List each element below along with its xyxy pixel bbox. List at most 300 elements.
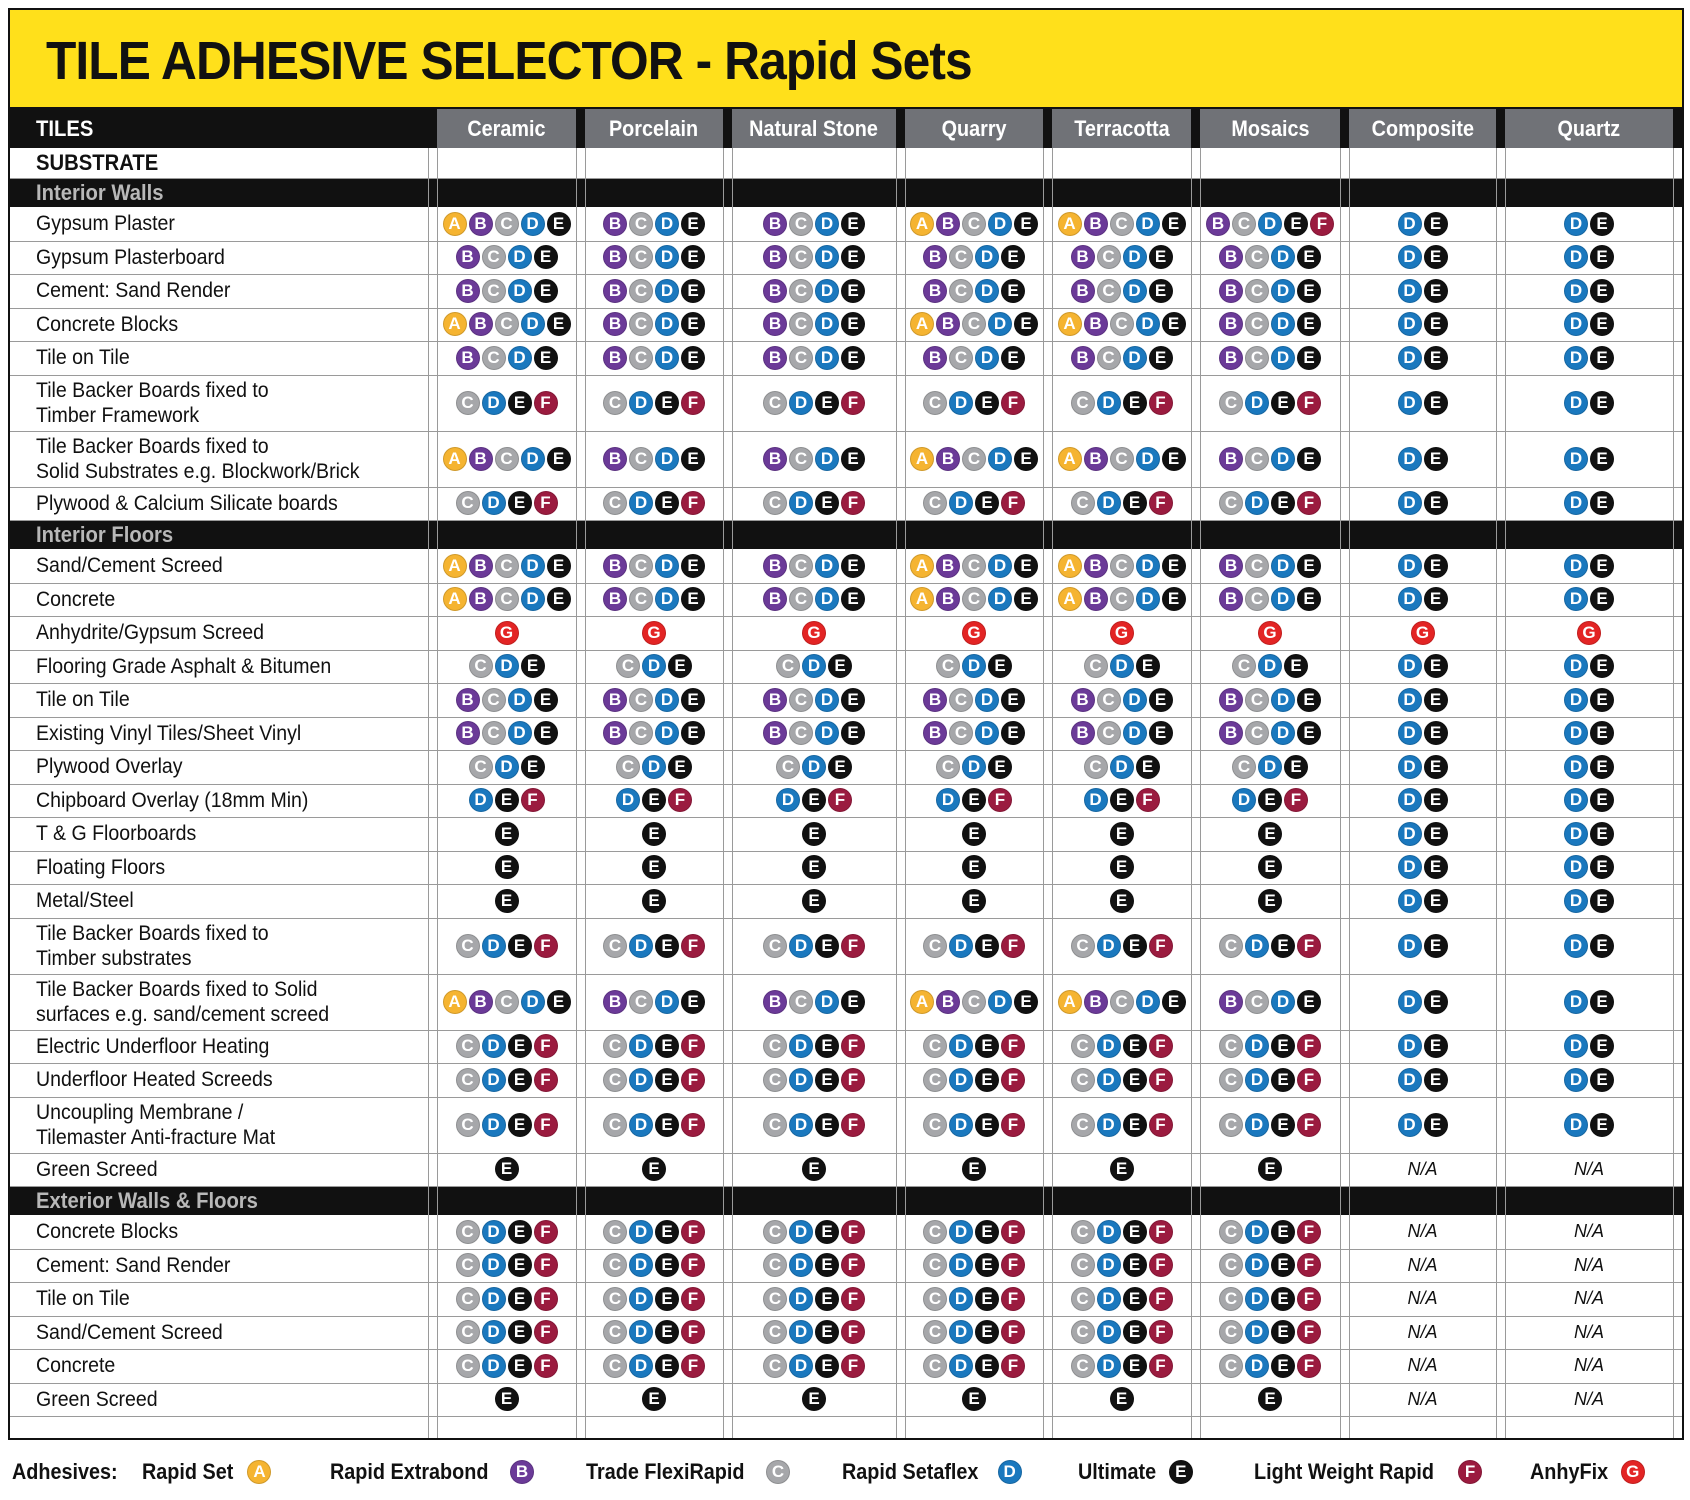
adhesive-badge-c: C [766,1460,790,1484]
adhesive-badge-f: F [1149,1253,1173,1277]
adhesive-badge-e: E [655,1113,679,1137]
adhesive-badge-e: E [521,755,545,779]
adhesive-badge-group [1505,1030,1673,1064]
adhesive-badge-group [1052,583,1191,617]
adhesive-badge-a: A [910,990,934,1014]
adhesive-badge-d: D [1564,855,1588,879]
adhesive-badge-group [1505,341,1673,375]
adhesive-badge-f: F [1297,1220,1321,1244]
adhesive-badge-c: C [763,1253,787,1277]
adhesive-badge-b: B [456,688,480,712]
adhesive-badge-f: F [681,1354,705,1378]
adhesive-badge-group [1200,784,1340,818]
adhesive-badge-g: G [962,621,986,645]
adhesive-badge-d: D [1398,346,1422,370]
adhesive-badge-e: E [547,990,571,1014]
adhesive-badge-group [1200,1282,1340,1316]
adhesive-badge-c: C [789,554,813,578]
substrate-row-label-text: Tile Backer Boards fixed to Timber Framework [36,378,269,427]
adhesive-badge-b: B [603,990,627,1014]
adhesive-badge-e: E [655,1068,679,1092]
adhesive-badge-group [732,750,896,784]
adhesive-badge-e: E [1284,755,1308,779]
adhesive-badge-e: E [1424,1034,1448,1058]
substrate-row-label [36,1153,167,1187]
adhesive-badge-group [437,1383,576,1417]
substrate-row-label-text: Concrete [36,587,116,611]
adhesive-badge-e: E [1590,688,1614,712]
adhesive-badge-d: D [629,1253,653,1277]
adhesive-badge-f: F [1001,1287,1025,1311]
adhesive-badge-group [1349,817,1496,851]
adhesive-badge-e: E [1297,447,1321,471]
adhesive-badge-f: F [1149,1068,1173,1092]
adhesive-badge-f: F [681,1320,705,1344]
adhesive-badge-c: C [456,1253,480,1277]
adhesive-badge-d: D [1564,1034,1588,1058]
adhesive-badge-group [1200,817,1340,851]
adhesive-badge-c: C [789,447,813,471]
column-header-text: Mosaics [1230,115,1310,141]
adhesive-badge-e: E [681,721,705,745]
adhesive-badge-group [585,274,723,308]
legend-item-name: AnhyFix [1530,1459,1609,1484]
adhesive-badge-group [1505,207,1673,241]
adhesive-badge-e: E [1271,1068,1295,1092]
adhesive-badge-b: B [763,312,787,336]
adhesive-badge-group [585,207,723,241]
adhesive-badge-c: C [469,755,493,779]
adhesive-badge-e: E [962,889,986,913]
adhesive-badge-e: E [508,1113,532,1137]
adhesive-badge-c: C [456,1068,480,1092]
substrate-row-label [36,851,175,885]
adhesive-badge-b: B [603,245,627,269]
adhesive-badge-group [437,1153,576,1187]
adhesive-badge-group [1052,1063,1191,1097]
adhesive-badge-e: E [1149,721,1173,745]
adhesive-badge-e: E [1424,934,1448,958]
adhesive-badge-e: E [547,447,571,471]
substrate-row-label [36,1383,167,1417]
row-divider [10,817,1682,818]
adhesive-badge-d: D [789,1320,813,1344]
adhesive-badge-e: E [1284,212,1308,236]
column-header-text: Natural Stone [749,115,879,141]
adhesive-badge-b: B [763,587,787,611]
substrate-row-label-text: T & G Floorboards [36,822,197,846]
row-divider [10,784,1682,785]
section-bar [10,178,1682,207]
adhesive-badge-c: C [763,1220,787,1244]
adhesive-badge-group [1200,1316,1340,1350]
not-applicable-text: N/A [1573,1158,1604,1179]
adhesive-badge-e: E [1271,1113,1295,1137]
adhesive-badge-d: D [1564,554,1588,578]
adhesive-badge-group [1349,241,1496,275]
adhesive-badge-group [437,817,576,851]
adhesive-badge-e: E [841,212,865,236]
adhesive-badge-c: C [962,212,986,236]
adhesive-badge-d: D [1271,990,1295,1014]
adhesive-badge-e: E [655,491,679,515]
adhesive-badge-group [437,784,576,818]
adhesive-badge-d: D [655,212,679,236]
adhesive-badge-c: C [603,1034,627,1058]
substrate-row-label [36,375,286,431]
substrate-row-label-text: Green Screed [36,1387,158,1411]
adhesive-badge-d: D [469,788,493,812]
adhesive-badge-group [732,616,896,650]
adhesive-badge-d: D [629,1354,653,1378]
adhesive-badge-c: C [456,1287,480,1311]
substrate-row-label [36,431,384,487]
adhesive-badge-c: C [482,688,506,712]
adhesive-badge-e: E [1284,654,1308,678]
adhesive-badge-f: F [841,1220,865,1244]
adhesive-badge-d: D [1398,721,1422,745]
adhesive-badge-d: D [949,934,973,958]
adhesive-badge-d: D [789,934,813,958]
adhesive-badge-b: B [456,279,480,303]
substrate-row-label-text: Flooring Grade Asphalt & Bitumen [36,654,332,678]
adhesive-badge-e: E [655,1287,679,1311]
adhesive-badge-d: D [1564,654,1588,678]
adhesive-badge-b: B [469,554,493,578]
adhesive-badge-group [1052,1030,1191,1064]
adhesive-badge-c: C [1071,1354,1095,1378]
adhesive-badge-group [905,375,1043,431]
substrate-row-label [36,308,189,342]
adhesive-badge-group [905,308,1043,342]
adhesive-badge-e: E [1424,554,1448,578]
adhesive-badge-f: F [841,1034,865,1058]
adhesive-badge-d: D [1564,1113,1588,1137]
adhesive-badge-d: D [655,688,679,712]
adhesive-badge-d: D [1398,889,1422,913]
adhesive-badge-group [1200,274,1340,308]
adhesive-badge-e: E [495,889,519,913]
adhesive-badge-d: D [1564,245,1588,269]
selector-table-frame [8,8,1684,1440]
substrate-row-label [36,487,360,521]
adhesive-badge-b: B [1071,688,1095,712]
column-divider [585,148,586,1440]
adhesive-badge-d: D [655,279,679,303]
adhesive-badge-d: D [789,491,813,515]
adhesive-badge-b: B [936,587,960,611]
row-divider [10,178,1682,179]
adhesive-badge-b: B [1071,245,1095,269]
adhesive-badge-group [905,1249,1043,1283]
adhesive-badge-e: E [962,855,986,879]
adhesive-badge-d: D [1097,1113,1121,1137]
adhesive-badge-e: E [508,1253,532,1277]
section-title [36,178,175,207]
row-divider [10,1316,1682,1317]
adhesive-badge-d: D [1564,721,1588,745]
adhesive-badge-c: C [789,990,813,1014]
adhesive-badge-d: D [1097,1034,1121,1058]
adhesive-badge-c: C [1219,1320,1243,1344]
adhesive-badge-e: E [1271,1034,1295,1058]
adhesive-badge-f: F [988,788,1012,812]
adhesive-badge-d: D [1245,1034,1269,1058]
column-header-text: Quartz [1557,115,1621,141]
adhesive-badge-f: F [681,1220,705,1244]
adhesive-badge-d: D [1398,654,1422,678]
adhesive-badge-group [1200,1215,1340,1249]
adhesive-badge-group [437,583,576,617]
adhesive-badge-c: C [1097,346,1121,370]
adhesive-badge-b: B [603,212,627,236]
adhesive-badge-e: E [841,721,865,745]
substrate-row-label-text: Sand/Cement Screed [36,1320,223,1344]
adhesive-badge-e: E [1424,491,1448,515]
adhesive-badge-e: E [1590,855,1614,879]
adhesive-badge-b: B [763,346,787,370]
adhesive-badge-group [437,1097,576,1153]
adhesive-badge-c: C [603,1113,627,1137]
adhesive-badge-group [1052,616,1191,650]
adhesive-badge-c: C [1110,447,1134,471]
adhesive-badge-d: D [655,447,679,471]
adhesive-badge-e: E [508,1354,532,1378]
column-header-text: Porcelain [609,115,699,141]
adhesive-badge-c: C [1232,654,1256,678]
adhesive-badge-group [585,1215,723,1249]
adhesive-badge-group [1505,817,1673,851]
adhesive-badge-b: B [763,721,787,745]
adhesive-badge-group [905,884,1043,918]
adhesive-badge-e: E [962,788,986,812]
adhesive-badge-f: F [1001,934,1025,958]
adhesive-badge-f: F [1149,934,1173,958]
substrate-row-label-text: Tile Backer Boards fixed to Solid surfaces e.g. sand/cement screed [36,977,330,1026]
substrate-row-label-text: Cement: Sand Render [36,279,231,303]
adhesive-badge-g: G [1258,621,1282,645]
adhesive-badge-d: D [1398,391,1422,415]
column-divider [905,148,906,1440]
adhesive-badge-group [1349,750,1496,784]
column-header-text: Ceramic [467,115,546,141]
not-applicable-text: N/A [1407,1254,1438,1275]
adhesive-badge-d: D [629,1287,653,1311]
adhesive-badge-d: D [1564,587,1588,611]
substrate-row-label [36,1030,287,1064]
adhesive-badge-e: E [962,822,986,846]
adhesive-badge-c: C [1219,1287,1243,1311]
adhesive-badge-e: E [521,654,545,678]
adhesive-badge-c: C [1110,554,1134,578]
adhesive-badge-b: B [1071,721,1095,745]
adhesive-badge-c: C [923,1034,947,1058]
adhesive-badge-e: E [815,1034,839,1058]
adhesive-badge-c: C [1232,212,1256,236]
adhesive-badge-d: D [521,990,545,1014]
substrate-row-label [36,1349,121,1383]
adhesive-badge-e: E [975,1253,999,1277]
adhesive-badge-group [1200,1153,1340,1187]
adhesive-badge-b: B [603,587,627,611]
adhesive-badge-group [585,918,723,974]
adhesive-badge-c: C [789,279,813,303]
adhesive-badge-b: B [936,990,960,1014]
adhesive-badge-e: E [1001,721,1025,745]
adhesive-badge-e: E [1123,491,1147,515]
adhesive-badge-c: C [789,346,813,370]
substrate-row-label [36,1215,189,1249]
adhesive-badge-e: E [642,855,666,879]
adhesive-badge-d: D [1245,1354,1269,1378]
column-divider [896,148,897,1440]
adhesive-badge-group [437,1030,576,1064]
adhesive-badge-e: E [1424,212,1448,236]
adhesive-badge-g: G [1110,621,1134,645]
adhesive-badge-b: B [1219,554,1243,578]
tiles-label-text: TILES [36,115,94,141]
adhesive-badge-group [437,1349,576,1383]
not-applicable-text: N/A [1573,1321,1604,1342]
adhesive-badge-group [437,308,576,342]
adhesive-badge-f: F [1001,1220,1025,1244]
adhesive-badge-d: D [988,212,1012,236]
adhesive-badge-d: D [655,587,679,611]
adhesive-badge-c: C [763,1034,787,1058]
adhesive-badge-e: E [1590,587,1614,611]
adhesive-badge-d: D [1398,688,1422,712]
substrate-row-label-text: Tile on Tile [36,1287,130,1311]
adhesive-badge-d: D [1097,391,1121,415]
adhesive-badge-e: E [1590,788,1614,812]
column-divider [1191,148,1192,1440]
adhesive-badge-f: F [1149,1220,1173,1244]
adhesive-badge-f: F [841,1320,865,1344]
adhesive-badge-d: D [1097,1068,1121,1092]
adhesive-badge-d: D [521,447,545,471]
adhesive-badge-d: D [949,1253,973,1277]
adhesive-badge-b: B [923,721,947,745]
adhesive-badge-c: C [789,688,813,712]
adhesive-badge-group [1200,1249,1340,1283]
adhesive-badge-group [1349,375,1496,431]
adhesive-badge-e: E [1258,889,1282,913]
adhesive-badge-d: D [1123,721,1147,745]
adhesive-badge-group [1349,274,1496,308]
adhesive-badge-d: D [1097,1287,1121,1311]
adhesive-badge-c: C [923,1354,947,1378]
adhesive-badge-a: A [910,312,934,336]
adhesive-badge-f: F [1284,788,1308,812]
adhesive-badge-group [905,1383,1043,1417]
adhesive-badge-f: F [668,788,692,812]
adhesive-badge-c: C [1245,312,1269,336]
adhesive-badge-f: F [1136,788,1160,812]
adhesive-badge-e: E [1590,447,1614,471]
adhesive-badge-e: E [1162,554,1186,578]
adhesive-badge-c: C [923,1220,947,1244]
adhesive-badge-c: C [962,312,986,336]
substrate-row-label [36,884,141,918]
adhesive-badge-f: F [1297,491,1321,515]
row-divider [10,341,1682,342]
adhesive-badge-group [585,1030,723,1064]
substrate-label [36,148,169,178]
adhesive-badge-c: C [1219,1113,1243,1137]
legend-item-b [330,1452,535,1492]
adhesive-badge-f: F [1310,212,1334,236]
adhesive-badge-group [732,683,896,717]
adhesive-badge-b: B [923,688,947,712]
adhesive-badge-group [585,431,723,487]
adhesive-badge-d: D [1097,1220,1121,1244]
adhesive-badge-f: F [534,1068,558,1092]
adhesive-badge-group [585,616,723,650]
substrate-row-label [36,683,137,717]
adhesive-badge-e: E [1014,587,1038,611]
substrate-row-label-text: Tile on Tile [36,688,130,712]
row-divider [10,1383,1682,1384]
adhesive-badge-group [732,717,896,751]
adhesive-badge-group [437,717,576,751]
adhesive-badge-group [732,375,896,431]
adhesive-badge-c: C [603,1354,627,1378]
adhesive-badge-c: C [603,1068,627,1092]
adhesive-badge-e: E [1258,1157,1282,1181]
adhesive-badge-group [1505,1063,1673,1097]
adhesive-badge-d: D [642,654,666,678]
adhesive-badge-d: D [1232,788,1256,812]
adhesive-badge-e: E [975,1287,999,1311]
page-title: TILE ADHESIVE SELECTOR - Rapid Sets [46,31,972,91]
adhesive-badge-d: D [1271,554,1295,578]
adhesive-badge-b: B [1084,587,1108,611]
adhesive-badge-group [1052,884,1191,918]
row-divider [10,717,1682,718]
adhesive-badge-d: D [815,688,839,712]
adhesive-badge-c: C [962,587,986,611]
adhesive-badge-c: C [789,245,813,269]
not-applicable-text: N/A [1407,1355,1438,1376]
adhesive-badge-d: D [1258,212,1282,236]
adhesive-badge-d: D [1398,788,1422,812]
adhesive-badge-f: F [841,1354,865,1378]
adhesive-badge-e: E [534,245,558,269]
column-divider [1052,148,1053,1440]
adhesive-badge-c: C [629,587,653,611]
adhesive-badge-e: E [1424,1068,1448,1092]
adhesive-badge-group [1052,341,1191,375]
adhesive-badge-c: C [456,391,480,415]
adhesive-badge-e: E [1424,391,1448,415]
adhesive-badge-c: C [629,990,653,1014]
adhesive-badge-e: E [655,1253,679,1277]
adhesive-badge-group [1200,884,1340,918]
adhesive-badge-e: E [1001,279,1025,303]
adhesive-badge-b: B [469,212,493,236]
adhesive-badge-d: D [508,245,532,269]
adhesive-badge-c: C [456,1354,480,1378]
adhesive-badge-group [905,616,1043,650]
adhesive-badge-b: B [469,447,493,471]
adhesive-badge-d: D [1271,279,1295,303]
adhesive-badge-f: F [1149,491,1173,515]
adhesive-badge-e: E [547,554,571,578]
adhesive-badge-group [437,207,576,241]
adhesive-badge-group [905,487,1043,521]
adhesive-badge-f: F [841,1068,865,1092]
substrate-row-label [36,784,329,818]
